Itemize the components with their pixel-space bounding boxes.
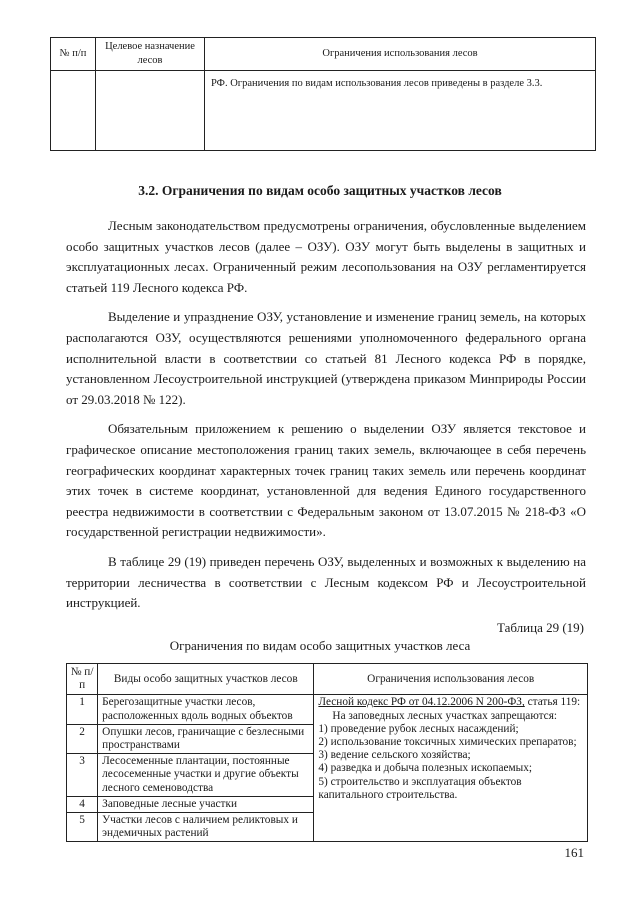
row-kind: Берегозащитные участки лесов, расположенных вдоль водных объектов — [98, 695, 314, 724]
law-reference: Лесной кодекс РФ от 04.12.2006 N 200-ФЗ, — [318, 696, 525, 709]
header-num: № п/п — [67, 664, 98, 695]
restriction-item: 1) проведение рубок лесных насаждений; — [318, 722, 519, 735]
header-restrictions: Ограничения использования лесов — [314, 664, 588, 695]
row-kind: Опушки лесов, граничащие с безлесными пространствами — [98, 724, 314, 753]
row-num: 1 — [67, 695, 98, 724]
row-kind: Участки лесов с наличием реликтовых и эндемичных растений — [98, 813, 314, 842]
paragraph: В таблице 29 (19) приведен перечень ОЗУ, выделенных и возможных к выделению на территории лесничества в соответствии с Лесным кодексом РФ и Лесоустроительной инструкцией. — [66, 553, 586, 611]
restriction-lead: На заповедных лесных участках запрещаются: — [332, 709, 558, 722]
table-caption: Ограничения по видам особо защитных участков леса — [169, 638, 471, 653]
row-kind: Заповедные лесные участки — [98, 796, 314, 812]
cell-num — [51, 71, 96, 151]
law-article: статья 119: — [524, 696, 581, 709]
row-kind: Лесосеменные плантации, постоянные лесосеменные участки и другие объекты лесного семеноводства — [98, 754, 314, 797]
row-num: 4 — [67, 796, 98, 812]
header-restrictions: Ограничения использования лесов — [205, 38, 596, 71]
table-row — [51, 71, 596, 151]
cell-restrictions: РФ. Ограничения по видам использования лесов приведены в разделе 3.3. — [205, 71, 596, 151]
restriction-item: 5) строительство и эксплуатация объектов капитального строительства. — [318, 775, 522, 801]
restriction-item: 3) ведение сельского хозяйства; — [318, 749, 471, 762]
header-num: № п/п — [51, 38, 96, 71]
table-header-row — [67, 664, 588, 695]
continued-table — [50, 37, 596, 151]
page-number: 161 — [564, 845, 584, 860]
header-kind: Виды особо защитных участков лесов — [98, 664, 314, 695]
section-title: 3.2. Ограничения по видам особо защитных участков лесов — [138, 183, 502, 198]
table-row — [67, 695, 588, 724]
table-header-row — [51, 38, 596, 71]
row-num: 3 — [67, 754, 98, 797]
header-purpose: Целевое назначение лесов — [96, 38, 205, 71]
restrictions-cell — [314, 695, 588, 842]
paragraph: Выделение и упразднение ОЗУ, установление и изменение границ земель, на которых располагаются ОЗУ, осуществляются решениями уполномоченного федерального органа исполнительной власти в соответствии со статьей 81 Лесного кодекса РФ в порядке, установленном Лесоустроительной инструкцией (утверждена приказом Минприроды России от 29.03.2018 № 122). — [66, 309, 586, 407]
ozu-restrictions-table — [66, 663, 588, 842]
row-num: 2 — [67, 724, 98, 753]
restriction-item: 4) разведка и добыча полезных ископаемых; — [318, 762, 533, 775]
body-text — [66, 216, 586, 623]
paragraph: Лесным законодательством предусмотрены ограничения, обусловленные выделением особо защитных участков лесов (далее – ОЗУ). ОЗУ могут быть выделены в защитных и эксплуатационных лесах. Ограниченный режим лесопользования на ОЗУ регламентируется статьей 119 Лесного кодекса РФ. — [66, 218, 586, 295]
table-number: Таблица 29 (19) — [496, 620, 584, 635]
paragraph: Обязательным приложением к решению о выделении ОЗУ является текстовое и графическое описание местоположения границ таких земель, включающее в себя перечень географических координат характерных точек границ таких земель или перечень координат этих точек в системе координат, установленной для ведения Единого государственного реестра недвижимости в соответствии с Федеральным законом от 13.07.2015 № 218-ФЗ «О государственной регистрации недвижимости». — [66, 421, 586, 540]
row-num: 5 — [67, 813, 98, 842]
restriction-item: 2) использование токсичных химических препаратов; — [318, 736, 577, 749]
cell-purpose — [96, 71, 205, 151]
